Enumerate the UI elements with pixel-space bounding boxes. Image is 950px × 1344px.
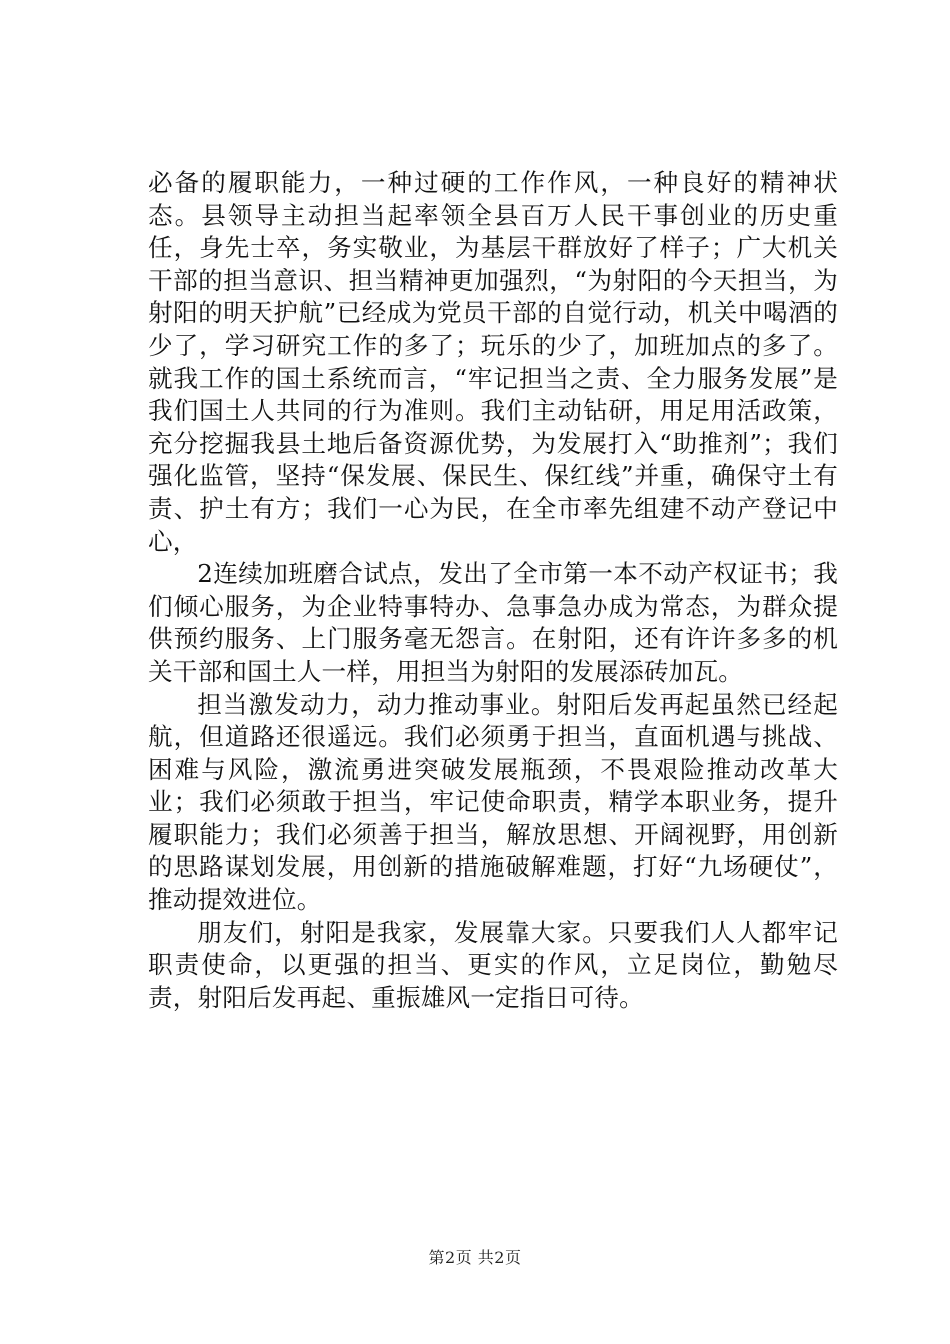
paragraph-2: 2连续加班磨合试点，发出了全市第一本不动产权证书；我们倾心服务，为企业特事特办、急事急办成为常态，为群众提供预约服务、上门服务毫无怨言。在射阳，还有许许多多的机关干部和国土人一样，用担当为射阳的发展添砖加瓦。 [148, 559, 838, 686]
paragraph-3: 担当激发动力，动力推动事业。射阳后发再起虽然已经起航，但道路还很遥远。我们必须勇于担当，直面机遇与挑战、困难与风险，激流勇进突破发展瓶颈，不畏艰险推动改革大业；我们必须敢于担当，牢记使命职责，精学本职业务，提升履职能力；我们必须善于担当，解放思想、开阔视野，用创新的思路谋划发展，用创新的措施破解难题，打好“九场硬仗”，推动提效进位。 [148, 689, 838, 915]
document-body [148, 167, 838, 1014]
page-footer: 第2页 共2页 [428, 1248, 522, 1267]
paragraph-4: 朋友们，射阳是我家，发展靠大家。只要我们人人都牢记职责使命，以更强的担当、更实的作风，立足岗位，勤勉尽责，射阳后发再起、重振雄风一定指日可待。 [148, 917, 838, 1012]
paragraph-1: 必备的履职能力，一种过硬的工作作风，一种良好的精神状态。县领导主动担当起率领全县百万人民干事创业的历史重任，身先士卒，务实敬业，为基层干群放好了样子；广大机关干部的担当意识、担当精神更加强烈，“为射阳的今天担当，为射阳的明天护航”已经成为党员干部的自觉行动，机关中喝酒的少了，学习研究工作的多了；玩乐的少了，加班加点的多了。就我工作的国土系统而言，“牢记担当之责、全力服务发展”是我们国土人共同的行为准则。我们主动钻研，用足用活政策，充分挖掘我县土地后备资源优势，为发展打入“助推剂”；我们强化监管，坚持“保发展、保民生、保红线”并重，确保守土有责、护土有方；我们一心为民，在全市率先组建不动产登记中心， [148, 168, 838, 556]
